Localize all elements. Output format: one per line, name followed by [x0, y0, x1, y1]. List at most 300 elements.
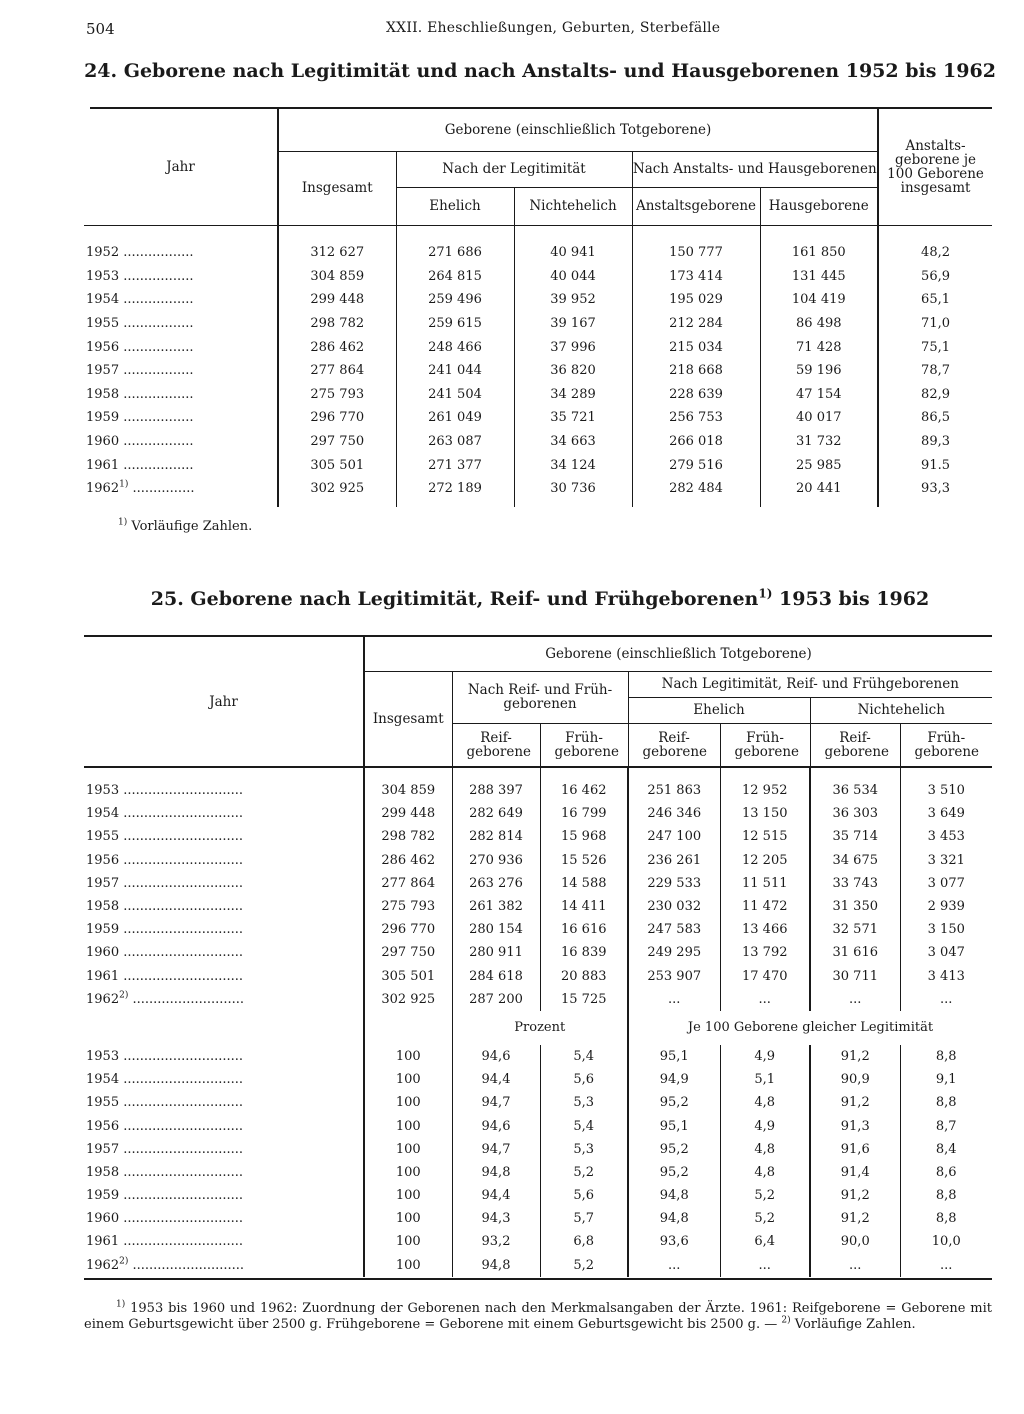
cell-n_reif: 36 303 — [810, 802, 900, 825]
cell-n_frueh: 8,8 — [900, 1045, 992, 1068]
year-label: 1955 — [86, 1095, 120, 1111]
table-row — [84, 895, 992, 918]
table-row — [84, 1114, 992, 1137]
table-row — [84, 265, 992, 289]
cell-total: 100 — [364, 1091, 452, 1114]
year-cell — [84, 1138, 364, 1161]
cell-n_reif: 90,0 — [810, 1230, 900, 1253]
cell-n_reif: 36 534 — [810, 779, 900, 802]
year-label: 1958 — [86, 386, 120, 402]
cell-frueh: 16 462 — [540, 779, 628, 802]
table-row — [84, 1230, 992, 1253]
cell-total: 304 859 — [364, 779, 452, 802]
cell-total: 305 501 — [364, 965, 452, 988]
cell-e_frueh: ... — [720, 1254, 810, 1277]
cell-n_reif: 91,3 — [810, 1114, 900, 1137]
cell-total: 297 750 — [364, 941, 452, 964]
cell-anstalt: 215 034 — [632, 335, 760, 359]
cell-frueh: 5,3 — [540, 1138, 628, 1161]
year-label: 1953 — [86, 1048, 120, 1064]
cell-total: 286 462 — [364, 849, 452, 872]
cell-total: 297 750 — [278, 430, 396, 454]
cell-total: 100 — [364, 1230, 452, 1253]
table24-col-rate: Anstalts-geborene je 100 Geborene insgesamt — [878, 109, 992, 225]
table25 — [84, 637, 992, 1280]
leader-dots: ............................. — [119, 968, 244, 984]
cell-reif: 94,6 — [452, 1045, 540, 1068]
cell-n_frueh: 9,1 — [900, 1068, 992, 1091]
cell-rate: 91.5 — [878, 453, 992, 477]
leader-dots: ............................. — [119, 1118, 244, 1134]
cell-e_frueh: 13 792 — [720, 941, 810, 964]
cell-anstalt: 282 484 — [632, 477, 760, 501]
cell-nichtehelich: 35 721 — [514, 406, 632, 430]
table24-col-nichtehelich: Nichtehelich — [514, 187, 632, 225]
cell-frueh: 15 968 — [540, 825, 628, 848]
cell-total: 277 864 — [364, 872, 452, 895]
cell-frueh: 5,7 — [540, 1207, 628, 1230]
cell-frueh: 5,3 — [540, 1091, 628, 1114]
leader-dots: ................. — [119, 245, 194, 261]
cell-e_reif: 230 032 — [628, 895, 720, 918]
leader-dots: ............................. — [119, 945, 244, 961]
cell-nichtehelich: 39 167 — [514, 312, 632, 336]
table-row — [84, 359, 992, 383]
table-row — [84, 941, 992, 964]
cell-e_frueh: 11 472 — [720, 895, 810, 918]
year-label: 1960 — [86, 1211, 120, 1227]
year-label: 1954 — [86, 1072, 120, 1088]
year-label: 1955 — [86, 829, 120, 845]
cell-nichtehelich: 34 663 — [514, 430, 632, 454]
table25-col-total: Insgesamt — [364, 671, 452, 767]
cell-rate: 78,7 — [878, 359, 992, 383]
cell-e_reif: 253 907 — [628, 965, 720, 988]
cell-frueh: 5,6 — [540, 1068, 628, 1091]
cell-nichtehelich: 39 952 — [514, 288, 632, 312]
cell-frueh: 5,6 — [540, 1184, 628, 1207]
cell-n_reif: 91,2 — [810, 1207, 900, 1230]
cell-nichtehelich: 30 736 — [514, 477, 632, 501]
cell-n_frueh: 10,0 — [900, 1230, 992, 1253]
cell-n_frueh: 3 077 — [900, 872, 992, 895]
cell-reif: 94,8 — [452, 1161, 540, 1184]
table24-col-anstalt: Anstaltsgeborene — [632, 187, 760, 225]
table-row — [84, 477, 992, 501]
cell-n_reif: 31 350 — [810, 895, 900, 918]
cell-anstalt: 256 753 — [632, 406, 760, 430]
leader-dots: ................. — [119, 434, 194, 450]
table24-bottom — [84, 501, 992, 507]
table-row — [84, 335, 992, 359]
year-cell — [84, 849, 364, 872]
cell-nichtehelich: 34 124 — [514, 453, 632, 477]
table-row — [84, 1161, 992, 1184]
table-row — [84, 1254, 992, 1277]
cell-n_frueh: 3 047 — [900, 941, 992, 964]
cell-rate: 89,3 — [878, 430, 992, 454]
cell-e_frueh: 4,8 — [720, 1138, 810, 1161]
cell-anstalt: 150 777 — [632, 241, 760, 265]
year-cell — [84, 477, 278, 501]
table-row — [84, 825, 992, 848]
cell-reif: 94,6 — [452, 1114, 540, 1137]
cell-haus: 161 850 — [760, 241, 878, 265]
leader-dots: ............................. — [119, 806, 244, 822]
cell-n_reif: 30 711 — [810, 965, 900, 988]
cell-e_reif: 247 583 — [628, 918, 720, 941]
year-label: 1962 — [86, 1257, 120, 1273]
year-cell — [84, 241, 278, 265]
year-label: 1962 — [86, 991, 120, 1007]
cell-haus: 59 196 — [760, 359, 878, 383]
year-cell — [84, 802, 364, 825]
cell-frueh: 15 725 — [540, 988, 628, 1011]
year-cell — [84, 383, 278, 407]
table25-footnote2-text: Vorläufige Zahlen. — [794, 1317, 916, 1332]
cell-total: 302 925 — [364, 988, 452, 1011]
cell-n_reif: 32 571 — [810, 918, 900, 941]
cell-reif: 261 382 — [452, 895, 540, 918]
cell-n_frueh: 3 321 — [900, 849, 992, 872]
year-label: 1961 — [86, 1234, 120, 1250]
cell-anstalt: 228 639 — [632, 383, 760, 407]
year-cell — [84, 312, 278, 336]
cell-e_reif: 236 261 — [628, 849, 720, 872]
cell-n_reif: 35 714 — [810, 825, 900, 848]
cell-e_frueh: 6,4 — [720, 1230, 810, 1253]
cell-anstalt: 212 284 — [632, 312, 760, 336]
cell-frueh: 16 616 — [540, 918, 628, 941]
table-row — [84, 1138, 992, 1161]
leader-dots: ............................. — [119, 829, 244, 845]
leader-dots: ............................. — [119, 922, 244, 938]
cell-e_reif: 246 346 — [628, 802, 720, 825]
year-cell — [84, 965, 364, 988]
leader-dots: ............................. — [119, 783, 244, 799]
table25-group-reif: Nach Reif- und Früh-geborenen — [452, 671, 628, 723]
year-label: 1958 — [86, 899, 120, 915]
leader-dots: ............................. — [119, 1188, 244, 1204]
cell-total: 304 859 — [278, 265, 396, 289]
cell-haus: 104 419 — [760, 288, 878, 312]
year-label: 1961 — [86, 457, 120, 473]
table25-body-percent — [84, 1045, 992, 1277]
cell-n_frueh: 8,4 — [900, 1138, 992, 1161]
year-label: 1957 — [86, 1141, 120, 1157]
cell-ehelich: 248 466 — [396, 335, 514, 359]
year-label: 1959 — [86, 410, 120, 426]
cell-reif: 94,7 — [452, 1091, 540, 1114]
cell-total: 275 793 — [364, 895, 452, 918]
cell-total: 298 782 — [364, 825, 452, 848]
cell-e_frueh: 4,9 — [720, 1045, 810, 1068]
cell-ehelich: 259 496 — [396, 288, 514, 312]
cell-n_reif: 91,6 — [810, 1138, 900, 1161]
cell-rate: 48,2 — [878, 241, 992, 265]
table25-col-ehelich-reif: Reif-geborene — [628, 723, 720, 767]
cell-total: 305 501 — [278, 453, 396, 477]
cell-ehelich: 259 615 — [396, 312, 514, 336]
cell-n_frueh: 3 510 — [900, 779, 992, 802]
cell-total: 100 — [364, 1114, 452, 1137]
leader-dots: ........................... — [128, 1257, 245, 1273]
cell-reif: 282 649 — [452, 802, 540, 825]
table24-col-total: Insgesamt — [278, 151, 396, 225]
table25-group-nichtehelich: Nichtehelich — [810, 697, 992, 723]
table-row — [84, 872, 992, 895]
cell-frueh: 16 839 — [540, 941, 628, 964]
table-row — [84, 241, 992, 265]
cell-ehelich: 271 377 — [396, 453, 514, 477]
table25-group-legit: Nach Legitimität, Reif- und Frühgeborenen — [628, 671, 992, 697]
cell-reif: 94,4 — [452, 1184, 540, 1207]
cell-rate: 75,1 — [878, 335, 992, 359]
table25-col-reif: Reif-geborene — [452, 723, 540, 767]
cell-reif: 284 618 — [452, 965, 540, 988]
cell-e_reif: 251 863 — [628, 779, 720, 802]
cell-n_frueh: ... — [900, 988, 992, 1011]
table24 — [84, 109, 992, 507]
cell-reif: 94,8 — [452, 1254, 540, 1277]
table24-footnote-text: Vorläufige Zahlen. — [131, 519, 253, 534]
cell-rate: 82,9 — [878, 383, 992, 407]
table25-col-ehelich-frueh: Früh-geborene — [720, 723, 810, 767]
year-label: 1956 — [86, 339, 120, 355]
table25-title-main: 25. Geborene nach Legitimität, Reif- und Frühgeborenen — [150, 588, 759, 610]
year-label: 1957 — [86, 875, 120, 891]
year-label: 1954 — [86, 292, 120, 308]
cell-frueh: 6,8 — [540, 1230, 628, 1253]
cell-anstalt: 218 668 — [632, 359, 760, 383]
cell-reif: 282 814 — [452, 825, 540, 848]
year-cell — [84, 406, 278, 430]
cell-n_reif: 91,2 — [810, 1184, 900, 1207]
table25-footnote-1 — [84, 1301, 992, 1333]
cell-rate: 71,0 — [878, 312, 992, 336]
cell-e_frueh: 5,2 — [720, 1207, 810, 1230]
leader-dots: ................. — [119, 410, 194, 426]
cell-frueh: 14 411 — [540, 895, 628, 918]
cell-nichtehelich: 40 941 — [514, 241, 632, 265]
year-label: 1960 — [86, 945, 120, 961]
cell-ehelich: 241 504 — [396, 383, 514, 407]
year-label: 1961 — [86, 968, 120, 984]
table25-label-percent: Prozent — [452, 1011, 628, 1045]
table25-col-nichtehelich-reif: Reif-geborene — [810, 723, 900, 767]
cell-total: 275 793 — [278, 383, 396, 407]
year-cell — [84, 430, 278, 454]
cell-n_frueh: 3 150 — [900, 918, 992, 941]
cell-total: 100 — [364, 1207, 452, 1230]
leader-dots: ................. — [119, 363, 194, 379]
leader-dots: ................. — [119, 268, 194, 284]
cell-e_frueh: 12 205 — [720, 849, 810, 872]
cell-anstalt: 266 018 — [632, 430, 760, 454]
table25-subheader — [84, 1011, 992, 1045]
table25-footnotes — [84, 1301, 992, 1333]
year-label: 1962 — [86, 481, 120, 497]
cell-e_reif: 95,2 — [628, 1138, 720, 1161]
leader-dots: ................. — [119, 339, 194, 355]
cell-reif: 263 276 — [452, 872, 540, 895]
cell-e_reif: 94,8 — [628, 1207, 720, 1230]
cell-e_frueh: 4,8 — [720, 1091, 810, 1114]
year-cell — [84, 872, 364, 895]
cell-nichtehelich: 36 820 — [514, 359, 632, 383]
cell-n_frueh: 3 649 — [900, 802, 992, 825]
cell-total: 100 — [364, 1161, 452, 1184]
table-row — [84, 312, 992, 336]
year-cell — [84, 1161, 364, 1184]
cell-total: 296 770 — [278, 406, 396, 430]
cell-n_reif: 31 616 — [810, 941, 900, 964]
table-row — [84, 779, 992, 802]
cell-e_reif: ... — [628, 1254, 720, 1277]
table-row — [84, 988, 992, 1011]
year-cell — [84, 941, 364, 964]
year-label: 1956 — [86, 852, 120, 868]
leader-dots: ............................. — [119, 1234, 244, 1250]
cell-rate: 65,1 — [878, 288, 992, 312]
cell-total: 100 — [364, 1045, 452, 1068]
table25-footnote1-mark: 1) — [116, 1299, 126, 1310]
table25-title-sup: 1) — [758, 586, 773, 601]
year-label: 1959 — [86, 922, 120, 938]
table-row — [84, 288, 992, 312]
table25-body-absolute — [84, 779, 992, 1011]
table24-group-place: Nach Anstalts- und Hausgeborenen — [632, 151, 878, 187]
table25-group-ehelich: Ehelich — [628, 697, 810, 723]
table-row — [84, 849, 992, 872]
cell-frueh: 16 799 — [540, 802, 628, 825]
year-label: 1953 — [86, 783, 120, 799]
table24-footnote — [118, 519, 252, 535]
cell-ehelich: 264 815 — [396, 265, 514, 289]
leader-dots: ........................... — [128, 991, 245, 1007]
cell-reif: 94,7 — [452, 1138, 540, 1161]
table25-title — [60, 588, 1020, 610]
cell-reif: 288 397 — [452, 779, 540, 802]
cell-total: 299 448 — [278, 288, 396, 312]
table24-col-haus: Hausgeborene — [760, 187, 878, 225]
table-row — [84, 918, 992, 941]
spacer-cell — [84, 501, 278, 507]
table24-col-year: Jahr — [84, 109, 278, 225]
year-cell — [84, 895, 364, 918]
cell-total: 100 — [364, 1254, 452, 1277]
year-label: 1956 — [86, 1118, 120, 1134]
table24-group-header: Geborene (einschließlich Totgeborene) — [278, 109, 878, 151]
cell-haus: 40 017 — [760, 406, 878, 430]
cell-frueh: 20 883 — [540, 965, 628, 988]
cell-e_frueh: 5,1 — [720, 1068, 810, 1091]
table-row — [84, 802, 992, 825]
table25-label-per100: Je 100 Geborene gleicher Legitimität — [628, 1011, 992, 1045]
table-row — [84, 1068, 992, 1091]
leader-dots: ............................. — [119, 852, 244, 868]
cell-e_reif: 95,2 — [628, 1091, 720, 1114]
table25-title-rest: 1953 bis 1962 — [779, 588, 930, 610]
cell-nichtehelich: 37 996 — [514, 335, 632, 359]
cell-nichtehelich: 40 044 — [514, 265, 632, 289]
cell-n_reif: ... — [810, 988, 900, 1011]
leader-dots: ............................. — [119, 899, 244, 915]
cell-haus: 71 428 — [760, 335, 878, 359]
leader-dots: ............................. — [119, 1164, 244, 1180]
cell-n_reif: 91,4 — [810, 1161, 900, 1184]
cell-total: 277 864 — [278, 359, 396, 383]
table-row — [84, 1184, 992, 1207]
year-cell — [84, 1068, 364, 1091]
table-row — [84, 965, 992, 988]
cell-reif: 94,4 — [452, 1068, 540, 1091]
cell-e_frueh: 12 515 — [720, 825, 810, 848]
year-cell — [84, 988, 364, 1011]
running-head: XXII. Eheschließungen, Geburten, Sterbefälle — [386, 20, 721, 36]
leader-dots: ............................. — [119, 1048, 244, 1064]
cell-total: 299 448 — [364, 802, 452, 825]
year-cell — [84, 359, 278, 383]
cell-n_frueh: 8,6 — [900, 1161, 992, 1184]
cell-rate: 93,3 — [878, 477, 992, 501]
cell-anstalt: 173 414 — [632, 265, 760, 289]
year-label: 1955 — [86, 316, 120, 332]
spacer-cell — [878, 501, 992, 507]
leader-dots: ................. — [119, 457, 194, 473]
cell-e_frueh: 13 150 — [720, 802, 810, 825]
cell-haus: 86 498 — [760, 312, 878, 336]
cell-e_frueh: 4,8 — [720, 1161, 810, 1184]
cell-reif: 270 936 — [452, 849, 540, 872]
table25-footnote2-mark: 2) — [781, 1315, 791, 1326]
table-row — [84, 383, 992, 407]
table-row — [84, 1091, 992, 1114]
cell-reif: 93,2 — [452, 1230, 540, 1253]
cell-e_reif: 95,2 — [628, 1161, 720, 1184]
cell-ehelich: 241 044 — [396, 359, 514, 383]
table24-group-legit: Nach der Legitimität — [396, 151, 632, 187]
year-cell — [84, 1207, 364, 1230]
cell-n_reif: 91,2 — [810, 1045, 900, 1068]
cell-e_reif: 247 100 — [628, 825, 720, 848]
leader-dots: ............................. — [119, 875, 244, 891]
year-label: 1960 — [86, 434, 120, 450]
year-label: 1957 — [86, 363, 120, 379]
spacer-cell — [278, 501, 396, 507]
cell-total: 286 462 — [278, 335, 396, 359]
cell-total: 100 — [364, 1184, 452, 1207]
cell-ehelich: 271 686 — [396, 241, 514, 265]
cell-n_frueh: 3 413 — [900, 965, 992, 988]
leader-dots: ............................. — [119, 1141, 244, 1157]
spacer-cell — [514, 501, 632, 507]
year-cell — [84, 1230, 364, 1253]
year-label: 1959 — [86, 1188, 120, 1204]
cell-haus: 31 732 — [760, 430, 878, 454]
cell-e_reif: 229 533 — [628, 872, 720, 895]
leader-dots: ................. — [119, 316, 194, 332]
year-cell — [84, 1091, 364, 1114]
year-cell — [84, 288, 278, 312]
cell-e_reif: 249 295 — [628, 941, 720, 964]
cell-reif: 94,3 — [452, 1207, 540, 1230]
cell-e_reif: 93,6 — [628, 1230, 720, 1253]
year-footnote-mark: 1) — [119, 479, 129, 490]
cell-n_frueh: 8,8 — [900, 1091, 992, 1114]
cell-anstalt: 195 029 — [632, 288, 760, 312]
cell-e_frueh: 5,2 — [720, 1184, 810, 1207]
